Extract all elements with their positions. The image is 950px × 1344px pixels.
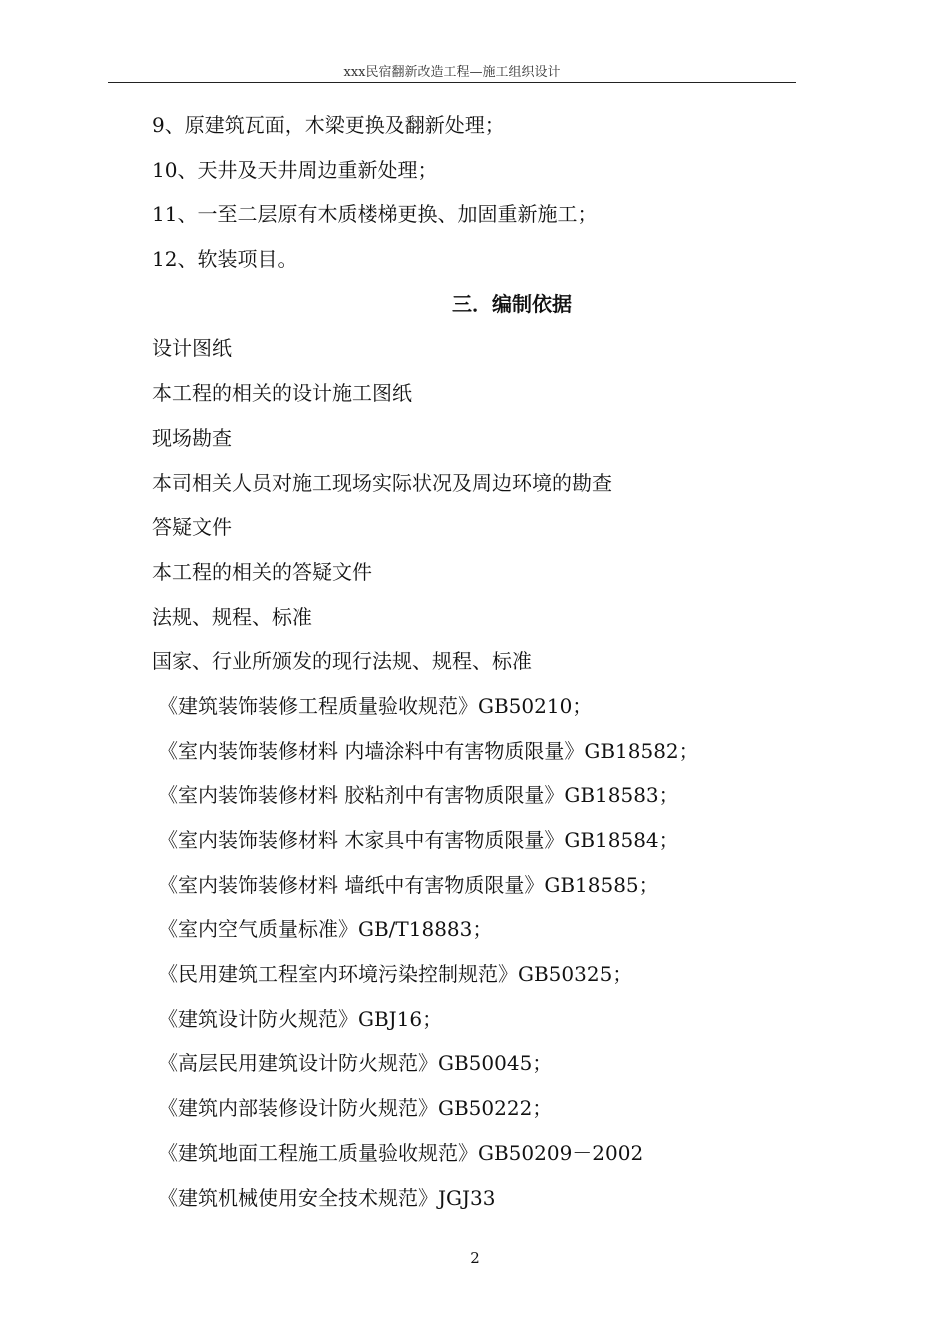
basis-category: 现场勘查 [152, 425, 232, 450]
page-number: 2 [470, 1249, 480, 1267]
reference-item: 《建筑装饰装修工程质量验收规范》GB50210； [158, 693, 593, 718]
list-item: 10、天井及天井周边重新处理； [152, 157, 438, 182]
basis-category: 答疑文件 [152, 515, 232, 540]
list-item: 11、一至二层原有木质楼梯更换、加固重新施工； [152, 202, 598, 227]
basis-category: 设计图纸 [152, 336, 232, 361]
section-heading: 三．编制依据 [452, 291, 572, 316]
reference-item: 《民用建筑工程室内环境污染控制规范》GB50325； [158, 962, 633, 987]
basis-detail: 本司相关人员对施工现场实际状况及周边环境的勘查 [152, 470, 612, 495]
reference-item: 《室内装饰装修材料 墙纸中有害物质限量》GB18585； [158, 872, 659, 897]
basis-detail: 本工程的相关的答疑文件 [152, 559, 372, 584]
list-item: 12、软装项目。 [152, 247, 298, 272]
page-header: xxx民宿翻新改造工程—施工组织设计 [108, 64, 796, 83]
reference-item: 《室内装饰装修材料 胶粘剂中有害物质限量》GB18583； [158, 783, 679, 808]
basis-detail: 国家、行业所颁发的现行法规、规程、标准 [152, 649, 532, 674]
reference-item: 《建筑内部装修设计防火规范》GB50222； [158, 1096, 553, 1121]
reference-item: 《建筑地面工程施工质量验收规范》GB50209－2002 [158, 1140, 644, 1165]
document-body [152, 103, 812, 1220]
reference-item: 《建筑机械使用安全技术规范》JGJ33 [158, 1185, 496, 1210]
list-item: 9、原建筑瓦面，木梁更换及翻新处理； [152, 113, 505, 137]
reference-item: 《室内空气质量标准》GB/T18883； [158, 917, 493, 942]
reference-item: 《高层民用建筑设计防火规范》GB50045； [158, 1051, 553, 1076]
basis-category: 法规、规程、标准 [152, 604, 312, 629]
reference-item: 《室内装饰装修材料 木家具中有害物质限量》GB18584； [158, 828, 679, 852]
reference-item: 《建筑设计防火规范》GBJ16； [158, 1006, 443, 1031]
reference-item: 《室内装饰装修材料 内墙涂料中有害物质限量》GB18582； [158, 738, 699, 763]
basis-detail: 本工程的相关的设计施工图纸 [152, 381, 412, 406]
